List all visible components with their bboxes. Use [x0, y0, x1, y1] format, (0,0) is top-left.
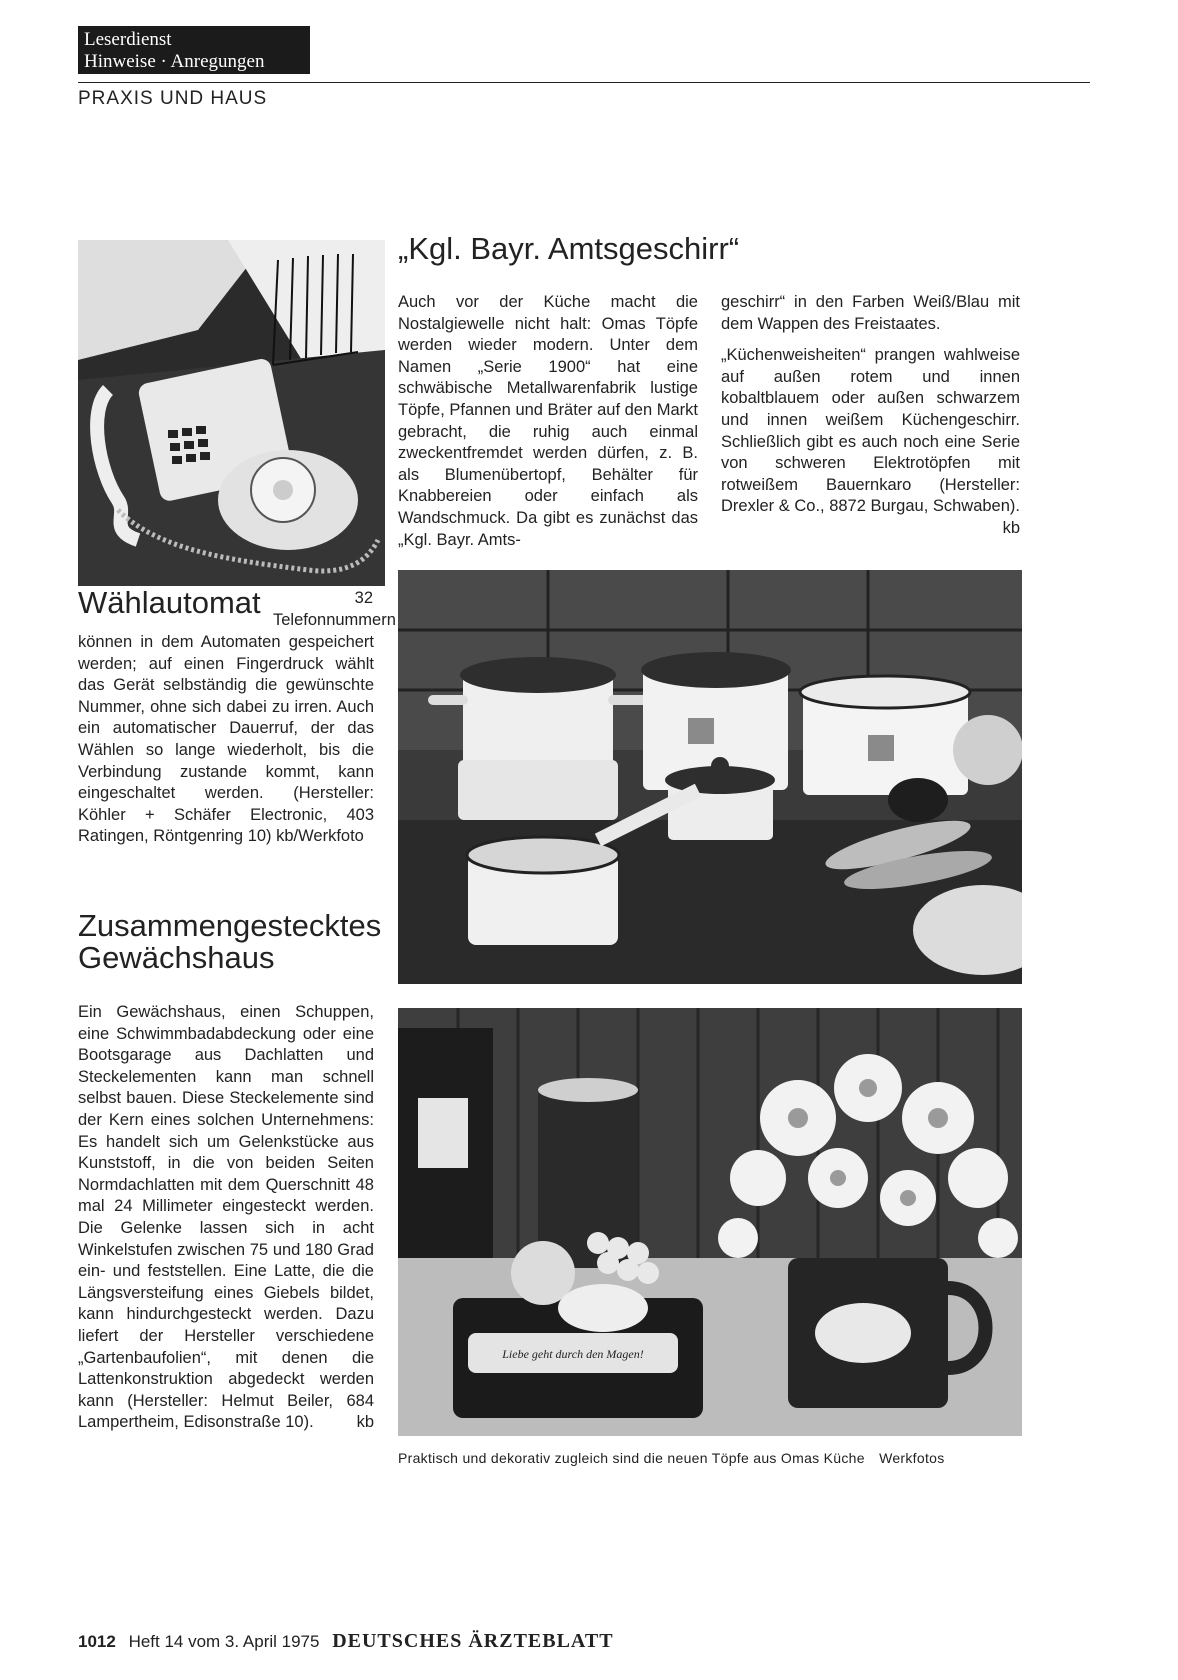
- waehlautomat-text: können in dem Automaten gespeichert werden; auf einen Fingerdruck wählt das Gerät selbständig die gewünschte Nummer, ohne sich dabei zu irren. Auch ein automatischer Dauerruf, der das Wählen so lange wiederholt, bis die Verbindung zustande kommt, kann eingeschaltet werden. (Hersteller: Köhler + Schäfer Electronic, 403 Ratingen, Röntgenring 10) kb/Werkfoto: [78, 633, 374, 846]
- amtsgeschirr-column-2: [721, 292, 1020, 540]
- page-footer: [78, 1630, 614, 1653]
- section-tag: [78, 26, 310, 74]
- bowl-inscription: Liebe geht durch den Magen!: [502, 1347, 644, 1361]
- photo-caption: [398, 1450, 1022, 1466]
- article-title-gewaechshaus: [78, 908, 382, 975]
- amtsgeschirr-text-1: Auch vor der Küche macht die Nostalgiewelle nicht halt: Omas Töpfe werden wieder modern. Unter dem Namen „Serie 1900“ hat eine schwäbische Metallwarenfabrik lustige Töpfe, Pfannen und Bräter auf den Markt gebracht, die ruhig auch einmal zweckentfremdet werden dürfen, z. B. als Blumenübertopf, Behälter für Knabbereien oder einfach als Wandschmuck. Da gibt es zunächst das „Kgl. Bayr. Amts-: [398, 293, 698, 549]
- pots-photo: [398, 570, 1022, 984]
- author-sign: kb: [356, 1413, 374, 1432]
- article-title-amtsgeschirr: „Kgl. Bayr. Amtsgeschirr“: [398, 231, 740, 266]
- telephone-photo: [78, 240, 385, 586]
- article-waehlautomat: [78, 585, 396, 848]
- amtsgeschirr-text-3: „Küchenweisheiten“ prangen wahlweise auf außen rotem und innen kobaltblauem oder außen schwarzem und innen weißem Küchengeschirr. Schließlich gibt es auch noch eine Serie von schweren Elektrotöpfen mit rotweißem Bauernkaro (Hersteller: Drexler & Co., 8872 Burgau, Schwaben). kb: [721, 345, 1020, 518]
- amtsgeschirr-text-2: geschirr“ in den Farben Weiß/Blau mit dem Wappen des Freistaates.: [721, 293, 1020, 333]
- article-title-waehlautomat: Wählautomat: [78, 585, 261, 620]
- gewaechshaus-text: Ein Gewächshaus, einen Schuppen, eine Schwimmbadabdeckung oder eine Bootsgarage aus Dachlatten und Steckelementen kann man schnell selbst bauen. Diese Steckelemente sind der Kern eines solchen Unternehmens: Es handelt sich um Gelenkstücke aus Kunststoff, in die von beiden Seiten Normdachlatten mit dem Querschnitt 48 mal 24 Millimeter eingesteckt werden. Die Gelenke lassen sich in acht Winkelstufen zwischen 75 und 180 Grad ein- und feststellen. Eine Latte, die die Längsversteifung eines Giebels bildet, kann hindurchgesteckt werden. Dazu liefert der Hersteller verschiedene „Gartenbaufolien“, mit denen die Lattenkonstruktion abgedeckt werden kann (Hersteller: Helmut Beiler, 684 Lampertheim, Edisonstraße 10). kb: [78, 1002, 374, 1434]
- gewaechshaus-title-line-2: Gewächshaus: [78, 940, 275, 975]
- magazine-name: DEUTSCHES ÄRZTEBLATT: [332, 1630, 614, 1652]
- gewaechshaus-title-line-1: Zusammengestecktes: [78, 908, 382, 943]
- section-title: PRAXIS UND HAUS: [78, 88, 268, 109]
- header-rule: [78, 82, 1090, 83]
- waehlautomat-lead: 32 Telefonnummern: [273, 589, 396, 629]
- issue-info: Heft 14 vom 3. April 1975: [128, 1632, 320, 1651]
- caption-text: Praktisch und dekorativ zugleich sind die neuen Töpfe aus Omas Küche: [398, 1450, 865, 1466]
- page-number: 1012: [78, 1632, 116, 1651]
- flowers-photo: [398, 1008, 1022, 1436]
- caption-credit: Werkfotos: [879, 1450, 945, 1466]
- amtsgeschirr-column-1: [398, 292, 698, 561]
- tag-line-2: Hinweise · Anregungen: [84, 51, 265, 72]
- author-sign: kb: [1002, 518, 1020, 537]
- tag-line-1: Leserdienst: [84, 29, 172, 50]
